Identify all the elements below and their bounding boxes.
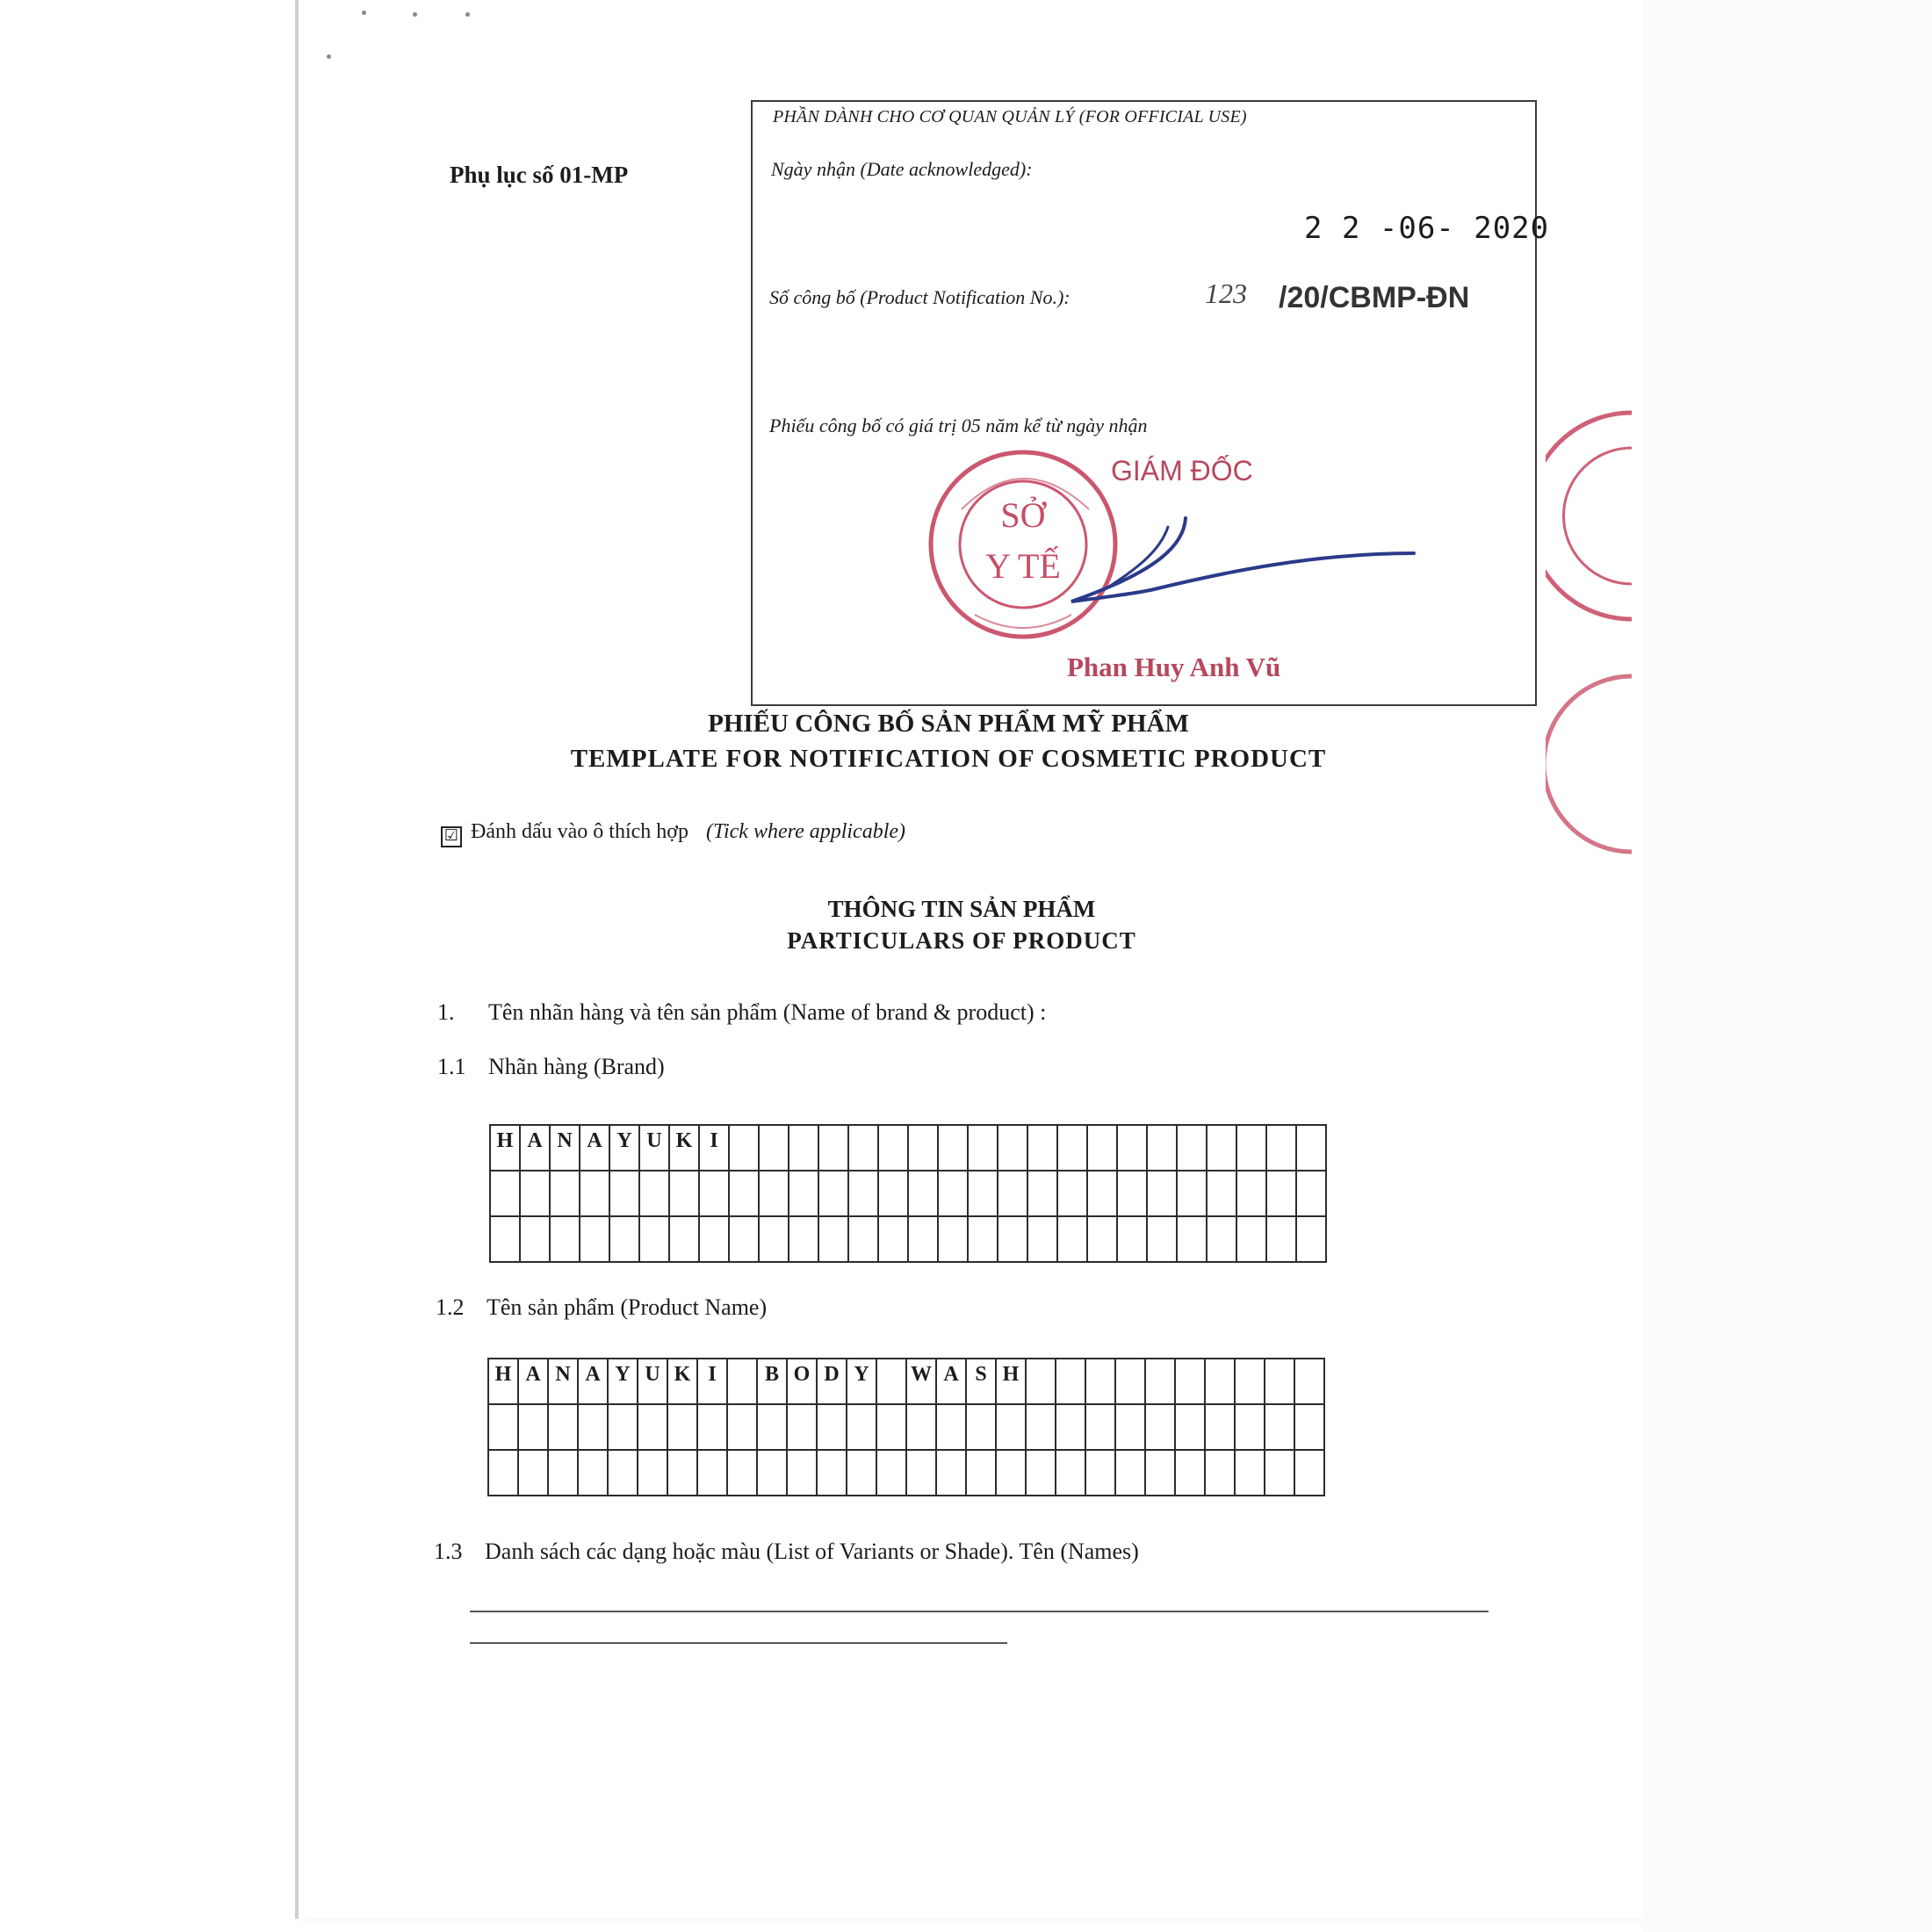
- checkbox-icon[interactable]: ☑: [441, 826, 462, 847]
- notification-number-label: Số công bố (Product Notification No.):: [769, 286, 1071, 308]
- grid-row: [488, 1450, 1324, 1496]
- grid-cell[interactable]: [1087, 1171, 1117, 1216]
- grid-cell[interactable]: [578, 1450, 608, 1496]
- date-acknowledged-value: 2 2 -06- 2020: [1304, 211, 1550, 246]
- grid-cell[interactable]: [550, 1171, 580, 1216]
- grid-cell[interactable]: [1026, 1450, 1056, 1496]
- tick-instruction-en: (Tick where applicable): [705, 820, 906, 843]
- grid-cell[interactable]: O: [787, 1359, 817, 1404]
- grid-cell[interactable]: [1265, 1359, 1294, 1404]
- grid-cell[interactable]: [727, 1450, 757, 1496]
- grid-cell[interactable]: [1056, 1404, 1085, 1450]
- grid-cell[interactable]: [638, 1450, 667, 1496]
- grid-cell[interactable]: [1117, 1125, 1147, 1171]
- grid-cell[interactable]: [1117, 1171, 1147, 1216]
- grid-cell[interactable]: [1266, 1216, 1296, 1262]
- grid-cell[interactable]: U: [639, 1125, 669, 1171]
- product-name-character-grid: [487, 1358, 1325, 1496]
- grid-cell[interactable]: [548, 1404, 578, 1450]
- tick-instruction-vn: Đánh dấu vào ô thích hợp: [471, 820, 688, 843]
- grid-cell[interactable]: [488, 1404, 518, 1450]
- grid-cell[interactable]: [1294, 1404, 1324, 1450]
- grid-cell[interactable]: [759, 1171, 789, 1216]
- grid-cell[interactable]: H: [488, 1359, 518, 1404]
- grid-cell[interactable]: [876, 1359, 906, 1404]
- grid-cell[interactable]: [608, 1450, 638, 1496]
- grid-cell[interactable]: [757, 1450, 787, 1496]
- grid-cell[interactable]: [1085, 1359, 1115, 1404]
- scan-speck: [362, 11, 366, 15]
- grid-cell[interactable]: [608, 1404, 638, 1450]
- grid-cell[interactable]: [1087, 1125, 1117, 1171]
- grid-cell[interactable]: [1027, 1216, 1057, 1262]
- grid-cell[interactable]: W: [906, 1359, 936, 1404]
- grid-cell[interactable]: [490, 1171, 520, 1216]
- grid-row: [490, 1171, 1326, 1216]
- item-number: 1.: [437, 999, 455, 1025]
- grid-cell[interactable]: [697, 1450, 727, 1496]
- scan-speck: [413, 12, 417, 17]
- grid-cell[interactable]: [1147, 1216, 1177, 1262]
- grid-cell[interactable]: [699, 1171, 729, 1216]
- grid-cell[interactable]: [729, 1125, 759, 1171]
- grid-cell[interactable]: [518, 1404, 548, 1450]
- grid-cell[interactable]: [1057, 1216, 1087, 1262]
- grid-cell[interactable]: [878, 1171, 908, 1216]
- grid-cell[interactable]: [1057, 1171, 1087, 1216]
- grid-cell[interactable]: [1056, 1359, 1085, 1404]
- grid-cell[interactable]: [1175, 1450, 1205, 1496]
- grid-cell[interactable]: [817, 1450, 847, 1496]
- director-title: GIÁM ĐỐC: [1111, 455, 1253, 487]
- grid-cell[interactable]: K: [667, 1359, 697, 1404]
- grid-cell[interactable]: I: [697, 1359, 727, 1404]
- grid-cell[interactable]: [578, 1404, 608, 1450]
- grid-cell[interactable]: [1026, 1359, 1056, 1404]
- grid-cell[interactable]: [1027, 1125, 1057, 1171]
- grid-cell[interactable]: H: [996, 1359, 1026, 1404]
- grid-cell[interactable]: [789, 1216, 818, 1262]
- grid-cell[interactable]: [906, 1404, 936, 1450]
- grid-cell[interactable]: [1207, 1216, 1236, 1262]
- grid-cell[interactable]: [1294, 1450, 1324, 1496]
- grid-cell[interactable]: Y: [608, 1359, 638, 1404]
- grid-cell[interactable]: [1117, 1216, 1147, 1262]
- grid-cell[interactable]: [1175, 1359, 1205, 1404]
- grid-cell[interactable]: [908, 1171, 938, 1216]
- grid-cell[interactable]: [1207, 1125, 1236, 1171]
- validity-statement: Phiếu công bố có giá trị 05 năm kể từ ngày nhận: [769, 415, 1148, 436]
- grid-cell[interactable]: [1205, 1404, 1235, 1450]
- variants-answer-line[interactable]: [470, 1642, 1007, 1644]
- grid-cell[interactable]: [966, 1450, 996, 1496]
- grid-cell[interactable]: I: [699, 1125, 729, 1171]
- grid-cell[interactable]: [759, 1125, 789, 1171]
- grid-cell[interactable]: [520, 1216, 550, 1262]
- grid-cell[interactable]: [1265, 1404, 1294, 1450]
- grid-cell[interactable]: [757, 1404, 787, 1450]
- grid-cell[interactable]: [1235, 1450, 1265, 1496]
- grid-cell[interactable]: A: [520, 1125, 550, 1171]
- notification-number-value: /20/CBMP-ĐN: [1279, 281, 1470, 314]
- grid-cell[interactable]: [1207, 1171, 1236, 1216]
- partial-seal-stamp: [1546, 404, 1651, 861]
- grid-cell[interactable]: [1056, 1450, 1085, 1496]
- grid-cell[interactable]: [787, 1450, 817, 1496]
- grid-cell[interactable]: [580, 1171, 609, 1216]
- grid-cell[interactable]: [1115, 1404, 1145, 1450]
- item-text: Danh sách các dạng hoặc màu (List of Variants or Shade). Tên (Names): [485, 1539, 1139, 1564]
- grid-cell[interactable]: [1087, 1216, 1117, 1262]
- grid-cell[interactable]: [638, 1404, 667, 1450]
- grid-cell[interactable]: [699, 1216, 729, 1262]
- grid-cell[interactable]: [968, 1125, 998, 1171]
- grid-cell[interactable]: [669, 1216, 699, 1262]
- grid-cell[interactable]: [1296, 1216, 1326, 1262]
- brand-character-grid: [489, 1124, 1327, 1263]
- official-use-title: PHẦN DÀNH CHO CƠ QUAN QUẢN LÝ (FOR OFFICIAL USE): [773, 107, 1247, 126]
- grid-cell[interactable]: [609, 1216, 639, 1262]
- grid-row: [488, 1359, 1324, 1404]
- signature-icon: [1054, 509, 1423, 632]
- grid-cell[interactable]: [1265, 1450, 1294, 1496]
- grid-cell[interactable]: K: [669, 1125, 699, 1171]
- appendix-label: Phụ lục số 01-MP: [450, 162, 629, 188]
- item-number: 1.2: [436, 1294, 465, 1320]
- grid-cell[interactable]: [998, 1216, 1027, 1262]
- grid-cell[interactable]: [1026, 1404, 1056, 1450]
- grid-cell[interactable]: S: [966, 1359, 996, 1404]
- grid-cell[interactable]: [1236, 1171, 1266, 1216]
- grid-row: [490, 1216, 1326, 1262]
- grid-cell[interactable]: Y: [847, 1359, 876, 1404]
- grid-cell[interactable]: [936, 1450, 966, 1496]
- grid-cell[interactable]: [1205, 1450, 1235, 1496]
- grid-cell[interactable]: [1296, 1171, 1326, 1216]
- notification-number-handwritten: 123: [1205, 278, 1247, 309]
- grid-cell[interactable]: [968, 1171, 998, 1216]
- grid-cell[interactable]: [998, 1171, 1027, 1216]
- grid-cell[interactable]: [548, 1450, 578, 1496]
- grid-cell[interactable]: [1145, 1359, 1175, 1404]
- grid-cell[interactable]: [518, 1450, 548, 1496]
- grid-cell[interactable]: [1177, 1125, 1207, 1171]
- grid-cell[interactable]: [727, 1359, 757, 1404]
- grid-cell[interactable]: [759, 1216, 789, 1262]
- section-title-vietnamese: THÔNG TIN SẢN PHẨM: [827, 896, 1096, 922]
- grid-cell[interactable]: [1147, 1171, 1177, 1216]
- grid-cell[interactable]: [1205, 1359, 1235, 1404]
- stamp-text-bottom: Y TẾ: [985, 546, 1061, 586]
- grid-cell[interactable]: [697, 1404, 727, 1450]
- grid-cell[interactable]: D: [817, 1359, 847, 1404]
- form-title-english: TEMPLATE FOR NOTIFICATION OF COSMETIC PRODUCT: [570, 745, 1327, 773]
- grid-cell[interactable]: [908, 1125, 938, 1171]
- grid-cell[interactable]: Y: [609, 1125, 639, 1171]
- stamp-text-top: SỞ: [1000, 495, 1046, 535]
- grid-cell[interactable]: [1115, 1450, 1145, 1496]
- grid-cell[interactable]: [1236, 1125, 1266, 1171]
- grid-cell[interactable]: [996, 1404, 1026, 1450]
- signer-name: Phan Huy Anh Vũ: [1067, 652, 1281, 682]
- grid-cell[interactable]: A: [936, 1359, 966, 1404]
- tick-instruction: [441, 820, 905, 847]
- grid-cell[interactable]: [729, 1171, 759, 1216]
- item-1-3-heading: [434, 1539, 1139, 1565]
- grid-cell[interactable]: H: [490, 1125, 520, 1171]
- grid-cell[interactable]: [1177, 1171, 1207, 1216]
- grid-cell[interactable]: [490, 1216, 520, 1262]
- item-1-heading: [437, 999, 1046, 1026]
- grid-row: [490, 1125, 1326, 1171]
- grid-row: [488, 1404, 1324, 1450]
- grid-cell[interactable]: [848, 1171, 878, 1216]
- grid-cell[interactable]: [639, 1216, 669, 1262]
- grid-cell[interactable]: [938, 1171, 968, 1216]
- grid-cell[interactable]: [818, 1125, 848, 1171]
- grid-cell[interactable]: [520, 1171, 550, 1216]
- grid-cell[interactable]: [1235, 1359, 1265, 1404]
- grid-cell[interactable]: [669, 1171, 699, 1216]
- grid-cell[interactable]: [996, 1450, 1026, 1496]
- grid-cell[interactable]: [966, 1404, 996, 1450]
- grid-cell[interactable]: [1175, 1404, 1205, 1450]
- grid-cell[interactable]: A: [518, 1359, 548, 1404]
- item-text: Nhãn hàng (Brand): [488, 1054, 665, 1079]
- grid-cell[interactable]: [1057, 1125, 1087, 1171]
- grid-cell[interactable]: A: [580, 1125, 609, 1171]
- item-1-1-heading: [437, 1054, 665, 1080]
- grid-cell[interactable]: N: [548, 1359, 578, 1404]
- grid-cell[interactable]: [847, 1450, 876, 1496]
- grid-cell[interactable]: [729, 1216, 759, 1262]
- grid-cell[interactable]: [998, 1125, 1027, 1171]
- grid-cell[interactable]: [1027, 1171, 1057, 1216]
- grid-cell[interactable]: [787, 1404, 817, 1450]
- date-acknowledged-label: Ngày nhận (Date acknowledged):: [771, 158, 1033, 180]
- grid-cell[interactable]: [906, 1450, 936, 1496]
- grid-cell[interactable]: [818, 1216, 848, 1262]
- grid-cell[interactable]: [580, 1216, 609, 1262]
- grid-cell[interactable]: U: [638, 1359, 667, 1404]
- grid-cell[interactable]: [936, 1404, 966, 1450]
- grid-cell[interactable]: [818, 1171, 848, 1216]
- grid-cell[interactable]: [938, 1125, 968, 1171]
- grid-cell[interactable]: B: [757, 1359, 787, 1404]
- grid-cell[interactable]: [1085, 1450, 1115, 1496]
- item-number: 1.1: [437, 1054, 466, 1079]
- grid-cell[interactable]: [789, 1125, 818, 1171]
- grid-cell[interactable]: [1085, 1404, 1115, 1450]
- grid-cell[interactable]: [968, 1216, 998, 1262]
- grid-cell[interactable]: N: [550, 1125, 580, 1171]
- grid-cell[interactable]: [789, 1171, 818, 1216]
- background-margin: [1642, 0, 1932, 1932]
- grid-cell[interactable]: [876, 1404, 906, 1450]
- grid-cell[interactable]: [639, 1171, 669, 1216]
- grid-cell[interactable]: [1145, 1404, 1175, 1450]
- grid-cell[interactable]: [817, 1404, 847, 1450]
- form-title-vietnamese: PHIẾU CÔNG BỐ SẢN PHẨM MỸ PHẨM: [708, 710, 1189, 738]
- grid-cell[interactable]: [488, 1450, 518, 1496]
- grid-cell[interactable]: [878, 1125, 908, 1171]
- item-text: Tên nhãn hàng và tên sản phẩm (Name of brand & product) :: [488, 999, 1047, 1025]
- scan-speck: [465, 12, 470, 17]
- grid-cell[interactable]: [876, 1450, 906, 1496]
- grid-cell[interactable]: [727, 1404, 757, 1450]
- grid-cell[interactable]: [609, 1171, 639, 1216]
- grid-cell[interactable]: [1115, 1359, 1145, 1404]
- grid-cell[interactable]: [1235, 1404, 1265, 1450]
- grid-cell[interactable]: [1294, 1359, 1324, 1404]
- grid-cell[interactable]: [878, 1216, 908, 1262]
- grid-cell[interactable]: [550, 1216, 580, 1262]
- grid-cell[interactable]: [1177, 1216, 1207, 1262]
- grid-cell[interactable]: [1296, 1125, 1326, 1171]
- grid-cell[interactable]: [1266, 1171, 1296, 1216]
- grid-cell[interactable]: [1147, 1125, 1177, 1171]
- grid-cell[interactable]: [848, 1216, 878, 1262]
- scan-speck: [327, 54, 331, 59]
- grid-cell[interactable]: [847, 1404, 876, 1450]
- item-1-2-heading: [436, 1294, 767, 1321]
- item-text: Tên sản phẩm (Product Name): [487, 1294, 768, 1320]
- grid-cell[interactable]: [938, 1216, 968, 1262]
- section-title-english: PARTICULARS OF PRODUCT: [787, 927, 1136, 954]
- grid-cell[interactable]: A: [578, 1359, 608, 1404]
- variants-answer-line[interactable]: [470, 1611, 1489, 1612]
- grid-cell[interactable]: [908, 1216, 938, 1262]
- item-number: 1.3: [434, 1539, 463, 1564]
- grid-cell[interactable]: [1145, 1450, 1175, 1496]
- grid-cell[interactable]: [667, 1404, 697, 1450]
- grid-cell[interactable]: [1266, 1125, 1296, 1171]
- grid-cell[interactable]: [667, 1450, 697, 1496]
- grid-cell[interactable]: [848, 1125, 878, 1171]
- grid-cell[interactable]: [1236, 1216, 1266, 1262]
